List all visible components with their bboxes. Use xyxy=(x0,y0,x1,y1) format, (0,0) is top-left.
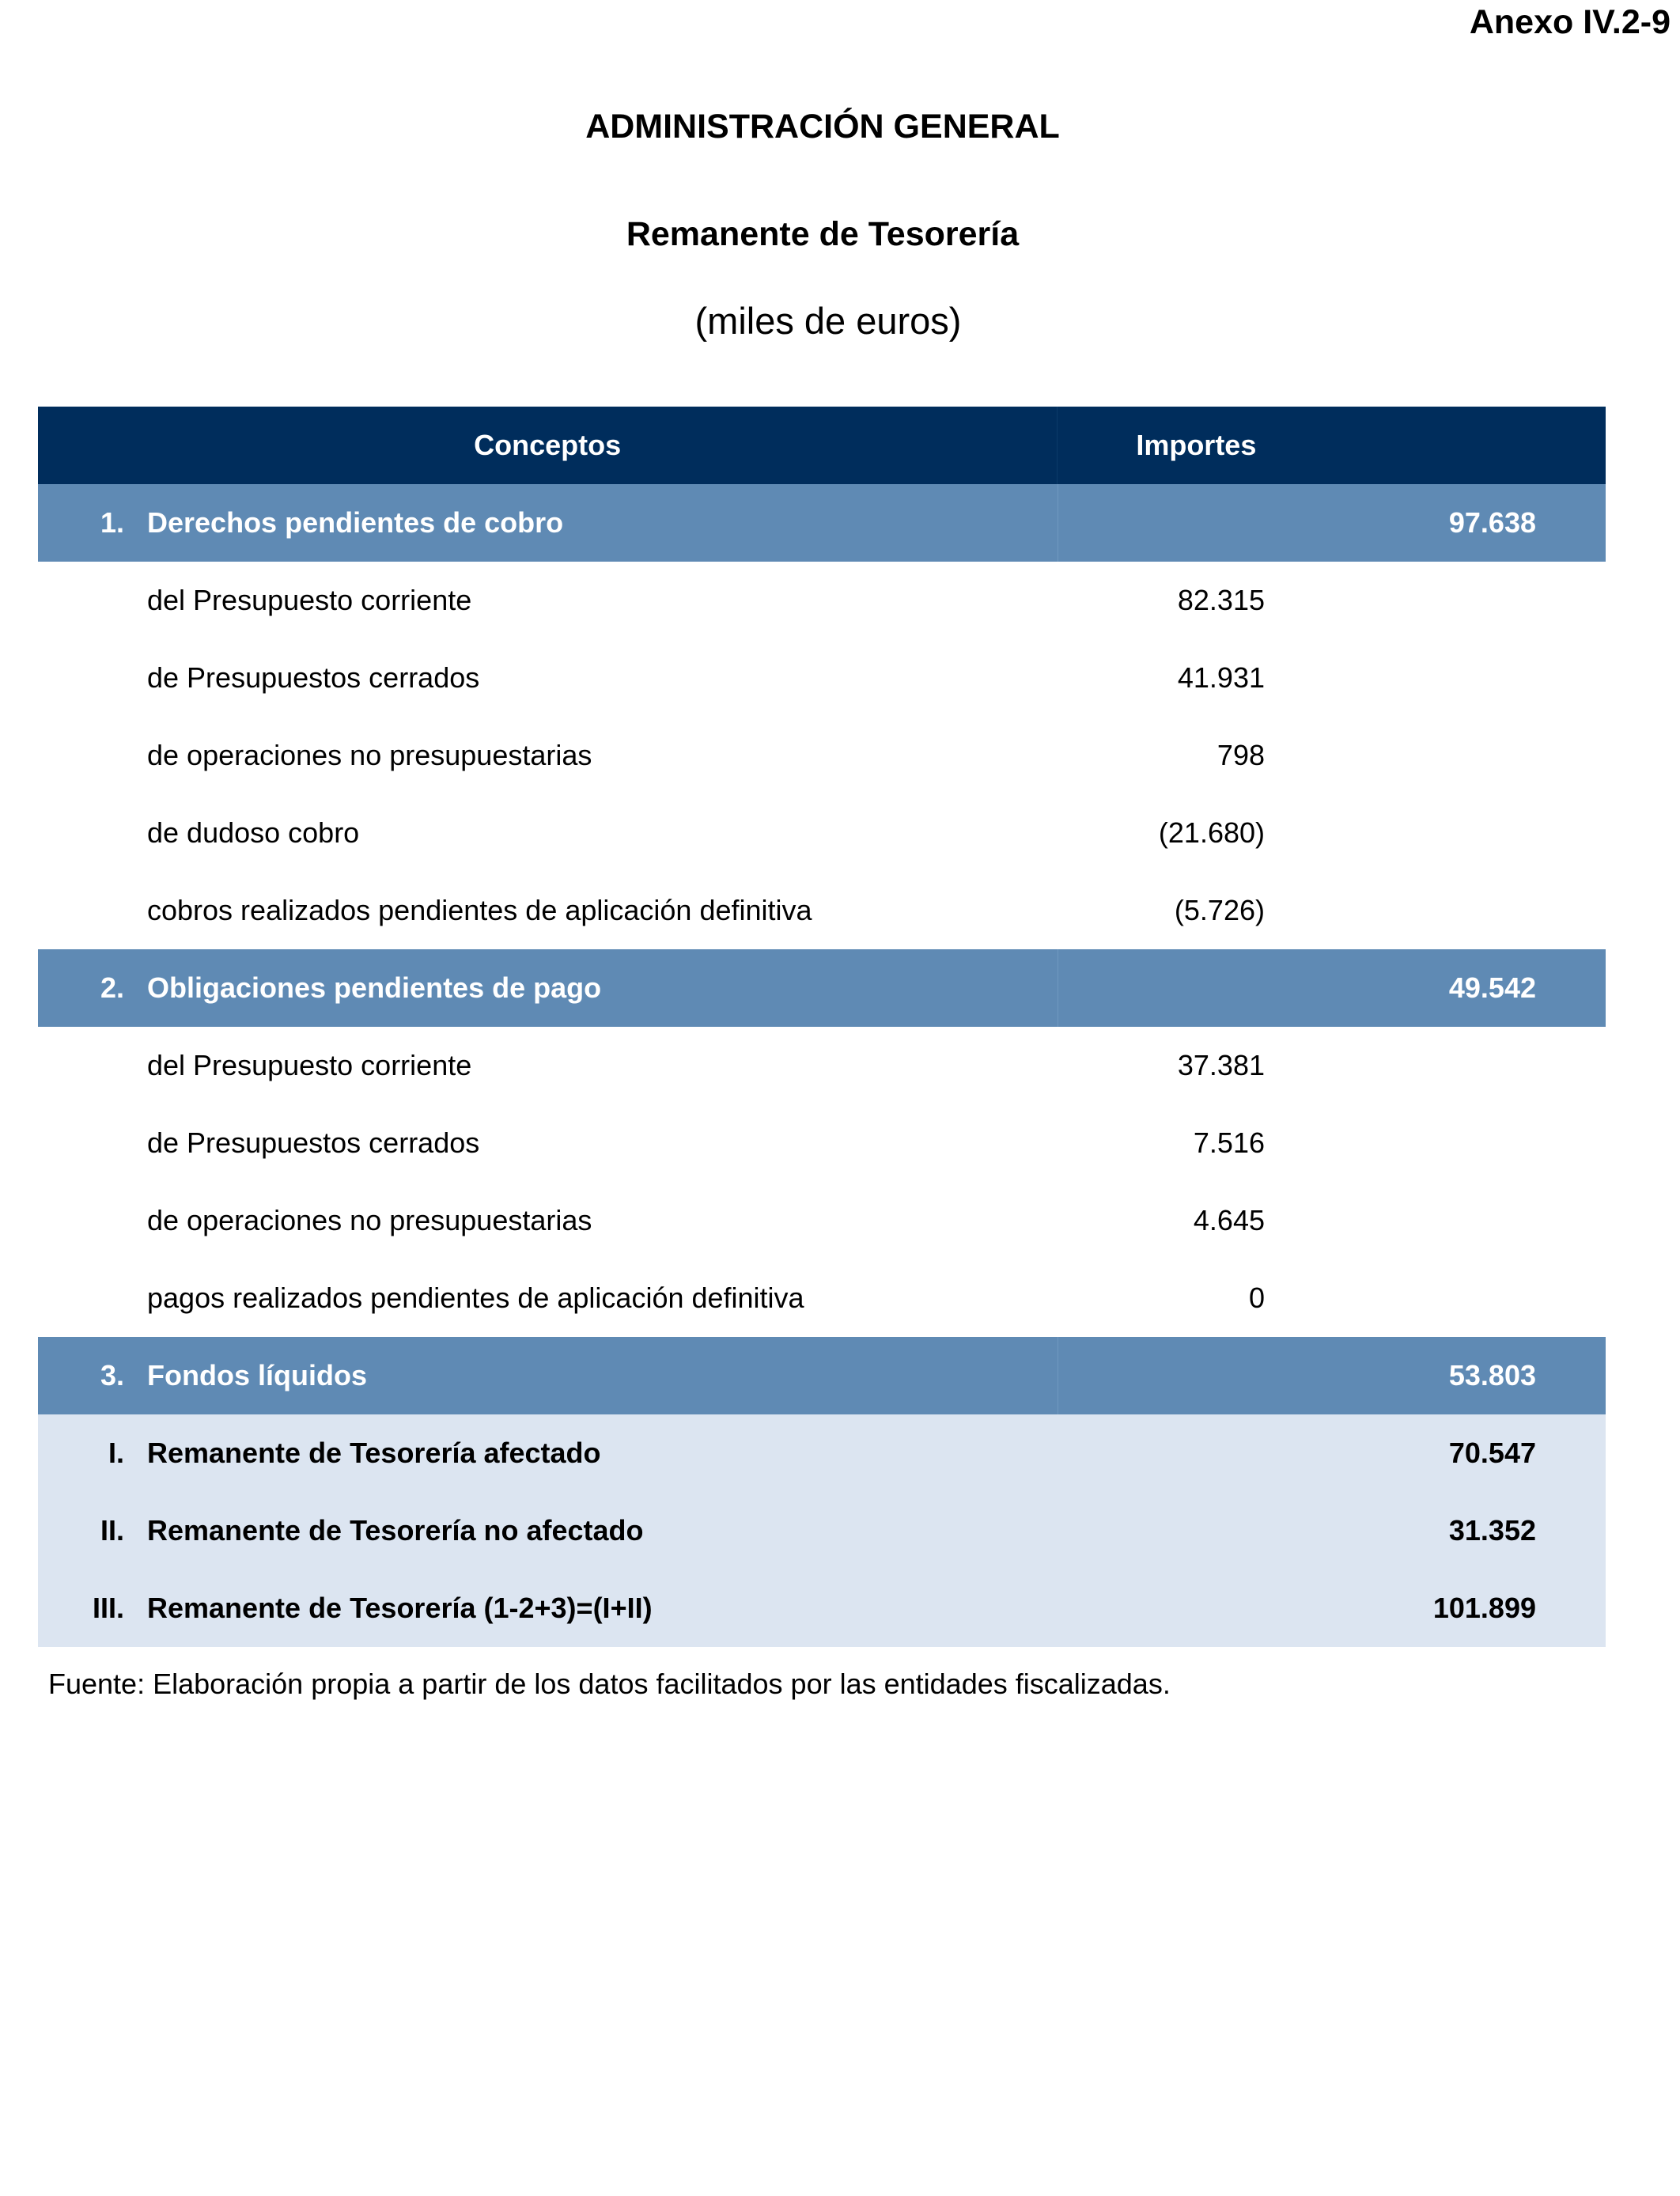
section-row xyxy=(38,949,1606,1027)
row-label: pagos realizados pendientes de aplicación definitiva xyxy=(147,1282,804,1314)
sub-row xyxy=(38,1259,1606,1337)
annex-label: Anexo IV.2-9 xyxy=(1469,3,1671,41)
sub-row xyxy=(38,562,1606,639)
row-label: de operaciones no presupuestarias xyxy=(147,1204,592,1236)
row-number: II. xyxy=(100,1514,124,1547)
row-value: (5.726) xyxy=(1174,894,1265,926)
row-label: de Presupuestos cerrados xyxy=(147,661,480,694)
row-number: 3. xyxy=(100,1359,124,1391)
total-row xyxy=(38,1569,1606,1647)
row-label: de operaciones no presupuestarias xyxy=(147,739,592,771)
row-label: Remanente de Tesorería no afectado xyxy=(147,1514,644,1547)
row-total: 53.803 xyxy=(1448,1359,1536,1391)
header-importes-cell xyxy=(1057,407,1606,484)
row-label: Derechos pendientes de cobro xyxy=(147,506,564,539)
row-number: I. xyxy=(108,1437,124,1469)
row-number: III. xyxy=(92,1592,124,1624)
row-total: 70.547 xyxy=(1448,1437,1536,1469)
row-value: (21.680) xyxy=(1158,816,1265,849)
row-number: 2. xyxy=(100,971,124,1004)
row-number: 1. xyxy=(100,506,124,539)
row-label: Remanente de Tesorería afectado xyxy=(147,1437,601,1469)
sub-row xyxy=(38,639,1606,717)
section-row xyxy=(38,484,1606,562)
row-label: Obligaciones pendientes de pago xyxy=(147,971,602,1004)
row-value: 4.645 xyxy=(1193,1204,1265,1236)
sub-row xyxy=(38,1104,1606,1182)
row-value: 41.931 xyxy=(1177,661,1265,694)
row-total: 101.899 xyxy=(1432,1592,1536,1624)
row-value: 0 xyxy=(1248,1282,1265,1314)
sub-row xyxy=(38,872,1606,949)
sub-row xyxy=(38,717,1606,794)
row-total: 97.638 xyxy=(1448,506,1536,539)
page-title: ADMINISTRACIÓN GENERAL xyxy=(585,108,1060,146)
row-value: 798 xyxy=(1216,739,1265,771)
row-label: de dudoso cobro xyxy=(147,816,360,849)
section-row xyxy=(38,1337,1606,1414)
table-body xyxy=(38,484,1606,1647)
row-value: 82.315 xyxy=(1177,584,1265,616)
row-label: de Presupuestos cerrados xyxy=(147,1126,480,1159)
row-value: 37.381 xyxy=(1177,1049,1265,1081)
row-label: del Presupuesto corriente xyxy=(147,1049,472,1081)
footnote: Fuente: Elaboración propia a partir de los datos facilitados por las entidades fiscalizadas. xyxy=(48,1668,1171,1700)
header-importes: Importes xyxy=(1136,429,1257,461)
table-title: Remanente de Tesorería xyxy=(626,215,1020,253)
row-value: 7.516 xyxy=(1193,1126,1265,1159)
total-row xyxy=(38,1492,1606,1569)
sub-row xyxy=(38,794,1606,872)
row-label: del Presupuesto corriente xyxy=(147,584,472,616)
row-total: 49.542 xyxy=(1448,971,1536,1004)
units-label: (miles de euros) xyxy=(694,300,962,342)
row-label: Remanente de Tesorería (1-2+3)=(I+II) xyxy=(147,1592,653,1624)
row-label: Fondos líquidos xyxy=(147,1359,367,1391)
row-total: 31.352 xyxy=(1448,1514,1536,1547)
sub-row xyxy=(38,1182,1606,1259)
treasury-table xyxy=(38,407,1606,1647)
header-conceptos: Conceptos xyxy=(474,429,622,461)
sub-row xyxy=(38,1027,1606,1104)
row-label: cobros realizados pendientes de aplicación definitiva xyxy=(147,894,812,926)
table-header xyxy=(38,407,1606,484)
total-row xyxy=(38,1414,1606,1492)
